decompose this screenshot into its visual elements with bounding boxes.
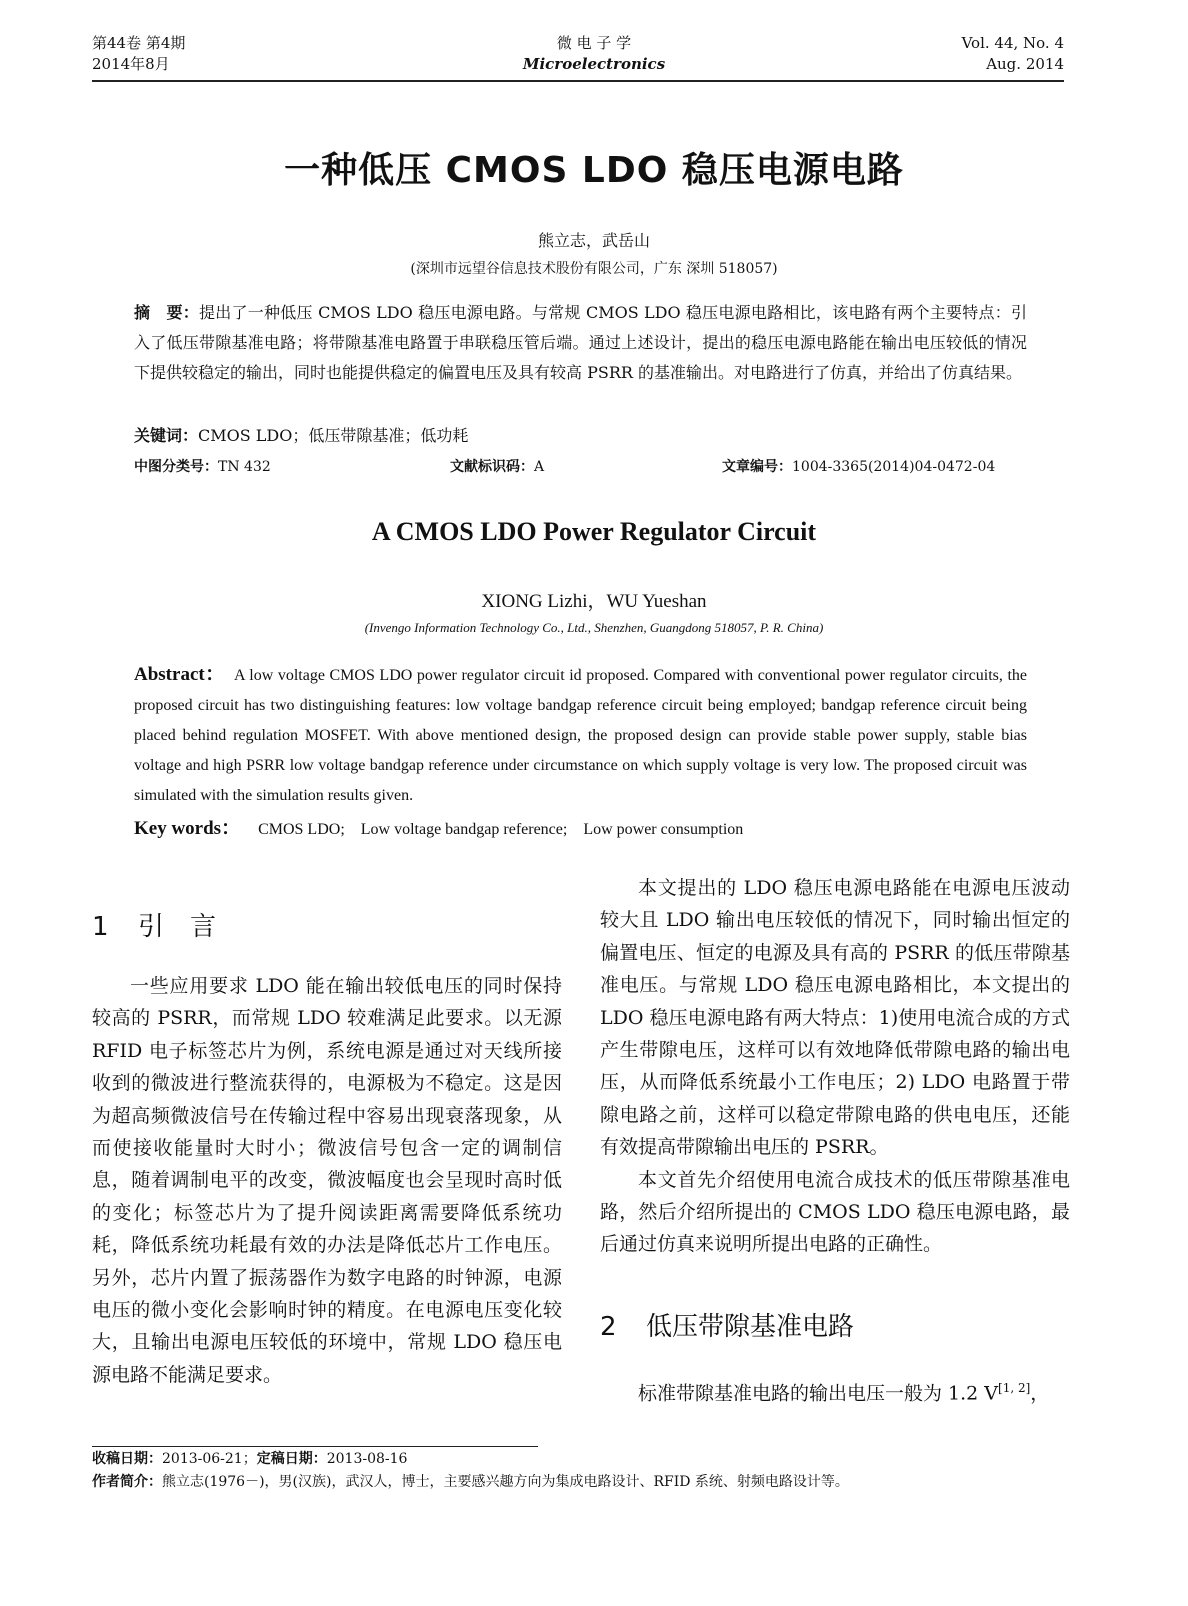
section-2-heading xyxy=(600,1306,854,1343)
volume-issue-cn: 第44卷 第4期 xyxy=(92,34,186,52)
section-2-title: 低压带隙基准电路 xyxy=(646,1312,855,1342)
date-en: Aug. 2014 xyxy=(986,55,1064,73)
keywords-cn-text: CMOS LDO；低压带隙基准；低功耗 xyxy=(198,426,469,445)
article-number-value: 1004-3365(2014)04-0472-04 xyxy=(792,459,996,475)
footnote-rule xyxy=(92,1446,538,1447)
keywords-cn xyxy=(134,423,468,446)
section-2-body xyxy=(600,1372,1070,1410)
keywords-en-text: CMOS LDO; Low voltage bandgap reference; Low power consumption xyxy=(258,821,744,838)
received-label: 收稿日期： xyxy=(92,1451,162,1467)
right-column xyxy=(600,872,1070,1261)
footnote-author-bio xyxy=(92,1471,849,1493)
header-rule xyxy=(92,80,1064,82)
intro-paragraph-3: 本文首先介绍使用电流合成技术的低压带隙基准电路，然后介绍所提出的 CMOS LDO 稳压电源电路，最后通过仿真来说明所提出电路的正确性。 xyxy=(600,1168,1070,1256)
section-2-number: 2 xyxy=(600,1312,617,1342)
article-number xyxy=(722,456,995,476)
left-column xyxy=(92,970,562,1391)
bandgap-text-tail: ， xyxy=(1030,1382,1050,1405)
doc-code-value: A xyxy=(534,459,545,475)
intro-paragraph-1: 一些应用要求 LDO 能在输出较低电压的同时保持较高的 PSRR，而常规 LDO 较难满足此要求。以无源 RFID 电子标签芯片为例，系统电源是通过对天线所接收到的微波进行整流获得的，电源极为不稳定。这是因为超高频微波信号在传输过程中容易出现衰落现象，从而使接收能量时大时小；微波信号包含一定的调制信息，随着调制电平的改变，微波幅度也会呈现时高时低的变化；标签芯片为了提升阅读距离需要降低系统功耗，降低系统功耗最有效的办法是降低芯片工作电压。另外，芯片内置了振荡器作为数字电路的时钟源，电源电压的微小变化会影响时钟的精度。在电源电压变化较大，且输出电源电压较低的环境中，常规 LDO 稳压电源电路不能满足要求。 xyxy=(92,975,562,1386)
title-en: A CMOS LDO Power Regulator Circuit xyxy=(371,517,817,546)
clc-value: TN 432 xyxy=(218,459,271,475)
document-code xyxy=(450,456,544,476)
clc-label: 中图分类号： xyxy=(134,459,218,475)
bio-text: 熊立志(1976－)，男(汉族)，武汉人，博士，主要感兴趣方向为集成电路设计、RFID 系统、射频电路设计等。 xyxy=(162,1474,849,1490)
abstract-cn-text: 提出了一种低压 CMOS LDO 稳压电源电路。与常规 CMOS LDO 稳压电源电路相比，该电路有两个主要特点：引入了低压带隙基准电路；将带隙基准电路置于串联稳压管后端。通过上述设计，提出的稳压电源电路能在输出电压较低的情况下提供较稳定的输出，同时也能提供稳定的偏置电压及具有较高 PSRR 的基准输出。对电路进行了仿真，并给出了仿真结果。 xyxy=(134,303,1027,382)
bio-label: 作者简介： xyxy=(92,1474,162,1490)
section-1-title: 引 言 xyxy=(138,912,217,942)
abstract-cn xyxy=(134,298,1027,388)
section-1-number: 1 xyxy=(92,912,109,942)
affiliation-cn: (深圳市远望谷信息技术股份有限公司，广东 深圳 518057) xyxy=(410,261,778,277)
journal-name-cn: 微 电 子 学 xyxy=(556,34,632,52)
article-number-label: 文章编号： xyxy=(722,459,792,475)
authors-cn: 熊立志，武岳山 xyxy=(537,231,650,250)
date-cn: 2014年8月 xyxy=(92,55,170,73)
footnote-dates xyxy=(92,1448,407,1470)
abstract-en xyxy=(134,660,1027,811)
journal-name-en: Microelectronics xyxy=(522,55,666,73)
abstract-en-label: Abstract： xyxy=(134,664,225,685)
affiliation-en: (Invengo Information Technology Co., Ltd., Shenzhen, Guangdong 518057, P. R. China) xyxy=(364,620,824,635)
revised-value: 2013-08-16 xyxy=(326,1451,408,1467)
clc-number xyxy=(134,456,271,476)
keywords-en xyxy=(134,813,743,840)
bandgap-paragraph-1 xyxy=(600,1372,1070,1410)
revised-label: 定稿日期： xyxy=(256,1451,327,1467)
abstract-cn-label: 摘 要： xyxy=(134,303,200,322)
bandgap-text: 标准带隙基准电路的输出电压一般为 1.2 V xyxy=(638,1382,999,1405)
section-1-heading xyxy=(92,906,216,943)
abstract-en-text: A low voltage CMOS LDO power regulator circuit id proposed. Compared with conventional power regulator circuits, the proposed circuit has two distinguishing features: low voltage bandgap reference circuit being employed; bandgap reference circuit being placed behind regulation MOSFET. With above mentioned design, the proposed design can provide stable power supply, stable bias voltage and high PSRR low voltage bandgap reference under circumstance on which supply voltage is very low. The proposed circuit was simulated with the simulation results given. xyxy=(134,667,1028,804)
intro-paragraph-2: 本文提出的 LDO 稳压电源电路能在电源电压波动较大且 LDO 输出电压较低的情况下，同时输出恒定的偏置电压、恒定的电源及具有高的 PSRR 的低压带隙基准电压。与常规 LDO 稳压电源电路相比，本文提出的 LDO 稳压电源电路有两大特点：1)使用电流合成的方式产生带隙电压，这样可以有效地降低带隙电路的输出电压，从而降低系统最小工作电压；2) LDO 电路置于带隙电路之前，这样可以稳定带隙电路的供电电压，还能有效提高带隙输出电压的 PSRR。 xyxy=(600,877,1070,1159)
journal-volume-en xyxy=(962,33,1064,75)
authors-en: XIONG Lizhi，WU Yueshan xyxy=(481,591,707,612)
volume-issue-en: Vol. 44, No. 4 xyxy=(961,34,1064,52)
keywords-cn-label: 关键词： xyxy=(134,426,199,445)
keywords-en-label: Key words： xyxy=(134,818,241,839)
citation-ref[interactable]: [1, 2] xyxy=(998,1381,1031,1395)
title-cn: 一种低压 CMOS LDO 稳压电源电路 xyxy=(284,150,904,191)
doc-code-label: 文献标识码： xyxy=(450,459,534,475)
received-value: 2013-06-21； xyxy=(162,1451,257,1467)
